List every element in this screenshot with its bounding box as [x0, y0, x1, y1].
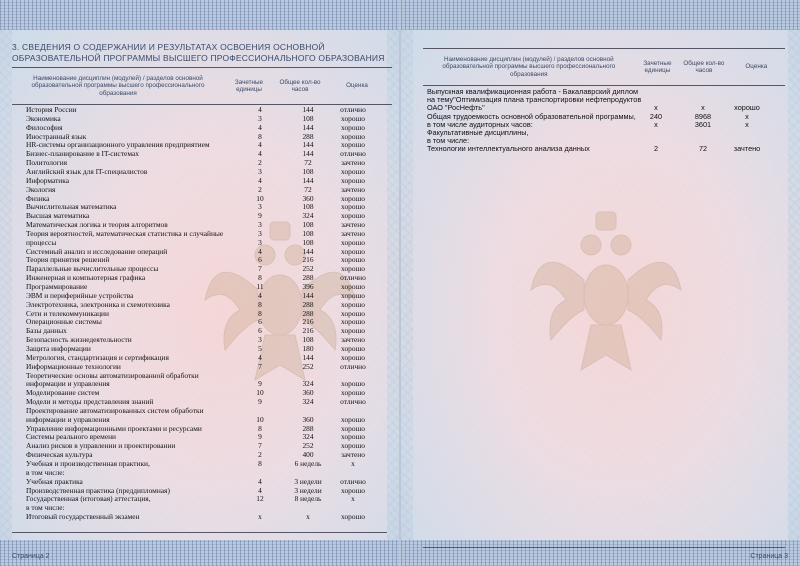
cell-grade: хорошо — [341, 166, 365, 176]
cell-name: Технологии интеллектуального анализа данных — [427, 144, 590, 154]
cell-hours: 400 — [302, 450, 314, 460]
header-grade: Оценка — [745, 63, 768, 71]
cell-hours: 216 — [302, 317, 314, 327]
table-row — [26, 220, 386, 229]
table-bottom-rule — [12, 532, 387, 533]
cell-name: Параллельные вычислительные процессы — [26, 264, 159, 274]
cell-hours: 144 — [302, 175, 314, 185]
cell-grade: зачтено — [341, 228, 365, 238]
cell-hours: 8968 — [694, 111, 712, 121]
cell-credits: 7 — [258, 264, 262, 274]
cell-credits: 8 — [258, 131, 262, 141]
cell-credits: 3 — [258, 220, 262, 230]
table-row — [26, 123, 386, 132]
cell-credits: 8 — [258, 308, 262, 318]
cell-grade: хорошо — [341, 317, 365, 327]
cell-name: информации и управления — [26, 414, 110, 424]
table-row — [26, 486, 386, 495]
cell-name: Электротехника, электроника и схемотехника — [26, 299, 170, 309]
cell-name: Сети и телекоммуникации — [26, 308, 109, 318]
table-row — [26, 202, 386, 211]
cell-grade: хорошо — [341, 343, 365, 353]
table-row — [26, 335, 386, 344]
table-row — [26, 388, 386, 397]
cell-name: Физика — [26, 193, 50, 203]
cell-grade: хорошо — [341, 308, 365, 318]
cell-credits: 4 — [258, 485, 262, 495]
cell-credits: 2 — [258, 184, 262, 194]
cell-name: в том числе: — [26, 467, 65, 477]
cell-grade: отлично — [340, 397, 366, 407]
header-hours: Общее кол-во часов — [279, 78, 321, 93]
table-row — [26, 415, 386, 424]
cell-hours: 180 — [302, 343, 314, 353]
header-hours: Общее кол-во часов — [683, 59, 725, 74]
cell-credits: 2 — [653, 144, 659, 154]
cell-name: в том числе: — [26, 503, 65, 513]
left-page — [0, 0, 399, 566]
cell-name: Защита информации — [26, 343, 91, 353]
cell-grade: хорошо — [341, 485, 365, 495]
cell-name: Теория вероятностей, математическая статистика и случайные — [26, 228, 224, 238]
cell-credits: 4 — [258, 352, 262, 362]
table-row — [26, 264, 386, 273]
cell-hours: 108 — [302, 202, 314, 212]
cell-name: Бизнес-планирование в IT-системах — [26, 149, 139, 159]
cell-name: Математическая логика и теория алгоритмов — [26, 220, 168, 230]
cell-hours: 324 — [302, 397, 314, 407]
table-row — [26, 140, 386, 149]
cell-name: процессы — [26, 237, 57, 247]
cell-grade: хорошо — [734, 103, 760, 113]
cell-name: ОАО "РосНефть" — [427, 103, 485, 113]
table-row — [26, 344, 386, 353]
cell-hours: 108 — [302, 166, 314, 176]
cell-credits: 9 — [258, 397, 262, 407]
cell-grade: х — [745, 119, 749, 129]
cell-credits: 10 — [256, 388, 264, 398]
table-row — [26, 477, 386, 486]
table-row — [26, 300, 386, 309]
cell-name: Политология — [26, 158, 68, 168]
cell-name: Анализ рисков в управлении и проектировании — [26, 441, 176, 451]
cell-credits: 4 — [258, 246, 262, 256]
table-row — [26, 371, 386, 380]
cell-hours: 3 недели — [294, 476, 322, 486]
table-bottom-rule — [423, 547, 785, 548]
cell-name: Системный анализ и исследование операций — [26, 246, 168, 256]
section-title: 3. СВЕДЕНИЯ О СОДЕРЖАНИИ И РЕЗУЛЬТАТАХ ОСВОЕНИЯ ОСНОВНОЙ ОБРАЗОВАТЕЛЬНОЙ ПРОГРАММЫ ВЫСШЕГО ПРОФЕССИОНАЛЬНОГО ОБРАЗОВАНИЯ — [12, 42, 385, 63]
coat-of-arms-icon — [521, 200, 691, 390]
cell-hours: 144 — [302, 140, 314, 150]
cell-credits: 8 — [258, 459, 262, 468]
cell-hours: 288 — [302, 423, 314, 433]
cell-hours: 360 — [302, 193, 314, 203]
cell-name: Базы данных — [26, 326, 67, 336]
cell-name: Физическая культура — [26, 450, 93, 460]
cell-hours: 288 — [302, 131, 314, 141]
cell-hours: 360 — [302, 414, 314, 424]
cell-grade: зачтено — [341, 335, 365, 345]
cell-credits: 8 — [258, 299, 262, 309]
cell-grade: хорошо — [341, 237, 365, 247]
cell-credits: 4 — [258, 175, 262, 185]
page-number: Страница 2 — [12, 553, 50, 560]
cell-name: Учебная практика — [26, 476, 83, 486]
cell-credits: 4 — [258, 122, 262, 132]
cell-name: Выпускная квалификационная работа - Бакалаврский диплом — [427, 87, 639, 96]
cell-hours: 108 — [302, 220, 314, 230]
cell-name: Моделирование систем — [26, 388, 100, 398]
cell-name: Теоретические основы автоматизированной обработки — [26, 370, 199, 380]
page-number: Страница 3 — [750, 553, 788, 560]
cell-credits: 5 — [258, 343, 262, 353]
cell-name: HR-системы организационного управления предприятием — [26, 140, 210, 150]
cell-name: Государственная (итоговая) аттестация, — [26, 494, 151, 504]
cell-name: Высшая математика — [26, 211, 90, 221]
cell-credits: 4 — [258, 476, 262, 486]
cell-hours: 3 недели — [294, 485, 322, 495]
cell-hours: 288 — [302, 273, 314, 283]
table-row — [26, 459, 386, 468]
cell-name: информации и управления — [26, 379, 110, 389]
table-row — [26, 273, 386, 282]
cell-credits: 9 — [258, 211, 262, 221]
guilloche-border-top — [401, 0, 800, 30]
table-row — [26, 167, 386, 176]
cell-hours: 288 — [302, 299, 314, 309]
table-row — [26, 441, 386, 450]
table-row — [26, 406, 386, 415]
cell-credits: 3 — [258, 202, 262, 212]
cell-name: Программирование — [26, 282, 88, 291]
cell-grade: хорошо — [341, 193, 365, 203]
cell-grade: отлично — [340, 476, 366, 486]
table-row — [26, 512, 386, 521]
cell-credits: 3 — [258, 113, 262, 123]
cell-grade: отлично — [340, 149, 366, 159]
cell-name: Философия — [26, 122, 63, 132]
cell-name: Системы реального времени — [26, 432, 117, 442]
cell-grade: зачтено — [341, 450, 365, 460]
cell-hours: 144 — [302, 246, 314, 256]
cell-grade: хорошо — [341, 290, 365, 300]
table-row — [26, 379, 386, 388]
cell-hours: 252 — [302, 264, 314, 274]
table-row — [26, 362, 386, 371]
cell-grade: зачтено — [341, 158, 365, 168]
table-header — [12, 67, 392, 105]
cell-name: Общая трудоемкость основной образовательной программы, — [427, 111, 636, 121]
table-row — [427, 145, 787, 153]
cell-hours: 108 — [302, 237, 314, 247]
cell-name: Инженерная и компьютерная графика — [26, 273, 146, 283]
table-row — [26, 247, 386, 256]
cell-hours: 216 — [302, 326, 314, 336]
cell-name: Управление информационными проектами и ресурсами — [26, 423, 202, 433]
cell-name: Информатика — [26, 175, 70, 185]
cell-credits: 2 — [258, 450, 262, 460]
cell-name: Экономика — [26, 113, 61, 123]
cell-name: Факультативные дисциплины, — [427, 128, 529, 137]
cell-grade: хорошо — [341, 282, 365, 291]
cell-name: Английский язык для IT-специалистов — [26, 166, 148, 176]
table-row — [26, 424, 386, 433]
table-row — [26, 494, 386, 503]
table-row — [26, 149, 386, 158]
cell-name: в том числе аудиторных часов: — [427, 119, 533, 129]
cell-grade: хорошо — [341, 299, 365, 309]
cell-credits: 4 — [258, 140, 262, 150]
header-name: Наименование дисциплин (модулей) / разделов основной образовательной программы высшего профессионального образования — [31, 74, 205, 97]
cell-hours: 144 — [302, 149, 314, 159]
table-row — [26, 282, 386, 291]
cell-credits: 11 — [256, 282, 264, 291]
cell-credits: 6 — [258, 326, 262, 336]
header-grade: Оценка — [346, 82, 368, 90]
cell-credits: 4 — [258, 105, 262, 114]
cell-grade: хорошо — [341, 264, 365, 274]
cell-credits: 4 — [258, 149, 262, 159]
cell-credits: 6 — [258, 317, 262, 327]
cell-credits: 8 — [258, 423, 262, 433]
cell-grade: хорошо — [341, 512, 365, 522]
cell-credits: 9 — [258, 379, 262, 389]
cell-name: Итоговый государственный экзамен — [26, 512, 140, 522]
cell-grade: х — [351, 494, 355, 504]
cell-grade: хорошо — [341, 326, 365, 336]
cell-grade: хорошо — [341, 140, 365, 150]
cell-credits: 3 — [258, 237, 262, 247]
cell-hours: 144 — [302, 122, 314, 132]
table-row — [26, 468, 386, 477]
cell-hours: 3601 — [694, 119, 712, 129]
table-row — [427, 129, 787, 137]
cell-credits: 6 — [258, 255, 262, 265]
cell-name: Метрология, стандартизация и сертификация — [26, 352, 169, 362]
cell-hours: 252 — [302, 441, 314, 451]
cell-hours: 396 — [302, 282, 314, 291]
cell-grade: хорошо — [341, 113, 365, 123]
cell-name: Экология — [26, 184, 56, 194]
cell-grade: хорошо — [341, 211, 365, 221]
cell-hours: 144 — [302, 352, 314, 362]
cell-hours: 324 — [302, 432, 314, 442]
cell-credits: 2 — [258, 158, 262, 168]
table-row — [26, 291, 386, 300]
cell-grade: хорошо — [341, 388, 365, 398]
cell-grade: хорошо — [341, 379, 365, 389]
table-row — [26, 397, 386, 406]
cell-hours: 144 — [302, 290, 314, 300]
cell-hours: 72 — [698, 144, 708, 154]
cell-credits: 9 — [258, 432, 262, 442]
cell-name: История России — [26, 105, 77, 114]
cell-hours: 108 — [302, 113, 314, 123]
cell-credits: 7 — [258, 361, 262, 371]
cell-name: Операционные системы — [26, 317, 102, 327]
cell-grade: хорошо — [341, 414, 365, 424]
table-row — [26, 432, 386, 441]
cell-hours: 108 — [302, 228, 314, 238]
cell-name: Иностранный язык — [26, 131, 87, 141]
cell-grade: отлично — [340, 105, 366, 114]
cell-name: в том числе: — [427, 136, 470, 146]
cell-name: Теория принятия решений — [26, 255, 110, 265]
right-page — [401, 0, 800, 566]
cell-hours: х — [701, 103, 705, 113]
cell-grade: хорошо — [341, 131, 365, 141]
cell-credits: 7 — [258, 441, 262, 451]
cell-grade: хорошо — [341, 122, 365, 132]
cell-credits: 3 — [258, 166, 262, 176]
table-row — [26, 326, 386, 335]
cell-name: Безопасность жизнедеятельности — [26, 335, 132, 345]
header-name: Наименование дисциплин (модулей) / разделов основной образовательной программы высшего профессионального образования — [442, 55, 616, 78]
cell-hours: 6 недель — [294, 459, 322, 468]
cell-name: Учебная и производственная практики, — [26, 459, 150, 468]
cell-hours: х — [306, 512, 310, 522]
guilloche-border-bottom — [0, 540, 399, 566]
table-row — [26, 238, 386, 247]
table-row — [26, 211, 386, 220]
table-header — [423, 48, 785, 86]
table-row — [26, 132, 386, 141]
cell-name: ЭВМ и периферийные устройства — [26, 290, 134, 300]
guilloche-border-top — [0, 0, 399, 30]
table-row — [26, 194, 386, 203]
cell-credits: 12 — [256, 494, 264, 504]
table-row — [26, 114, 386, 123]
table-row — [26, 450, 386, 459]
cell-credits: 10 — [256, 414, 264, 424]
cell-credits: 240 — [649, 111, 663, 121]
cell-hours: 216 — [302, 255, 314, 265]
cell-grade: зачтено — [733, 144, 761, 154]
cell-name: Проектирование автоматизированных систем обработки — [26, 405, 204, 415]
cell-credits: 3 — [258, 335, 262, 345]
cell-grade: зачтено — [341, 220, 365, 230]
courses-table — [26, 105, 386, 530]
cell-hours: 72 — [304, 158, 312, 168]
cell-grade: хорошо — [341, 175, 365, 185]
table-row — [26, 229, 386, 238]
table-row — [26, 176, 386, 185]
cell-grade: хорошо — [341, 441, 365, 451]
cell-name: Модели и методы представления знаний — [26, 397, 154, 407]
cell-credits: х — [258, 512, 262, 522]
header-credits: Зачетные единицы — [234, 78, 264, 93]
cell-credits: 8 — [258, 273, 262, 283]
table-row — [26, 158, 386, 167]
cell-grade: хорошо — [341, 352, 365, 362]
table-row — [26, 105, 386, 114]
table-row — [26, 317, 386, 326]
final-table — [427, 88, 787, 168]
cell-grade: х — [745, 111, 749, 121]
cell-grade: хорошо — [341, 202, 365, 212]
cell-hours: 8 недель — [294, 494, 322, 504]
cell-grade: х — [351, 459, 355, 468]
cell-name: Вычислительная математика — [26, 202, 117, 212]
cell-grade: отлично — [340, 273, 366, 283]
header-credits: Зачетные единицы — [643, 59, 672, 74]
cell-credits: 10 — [256, 193, 264, 203]
cell-credits: 3 — [258, 228, 262, 238]
cell-name: на тему"Оптимизация плана транспортировки нефтепродуктов — [427, 95, 642, 105]
cell-grade: хорошо — [341, 246, 365, 256]
cell-grade: зачтено — [341, 184, 365, 194]
cell-hours: 288 — [302, 308, 314, 318]
cell-credits: х — [654, 119, 658, 129]
table-row — [26, 353, 386, 362]
cell-credits: 4 — [258, 290, 262, 300]
table-row — [26, 185, 386, 194]
cell-hours: 72 — [304, 184, 312, 194]
cell-hours: 252 — [302, 361, 314, 371]
table-row — [26, 255, 386, 264]
cell-name: Информационные технологии — [26, 361, 121, 371]
cell-hours: 324 — [302, 211, 314, 221]
cell-credits: х — [654, 103, 658, 113]
cell-name: Производственная практика (преддипломная) — [26, 485, 170, 495]
cell-grade: хорошо — [341, 432, 365, 442]
cell-grade: хорошо — [341, 255, 365, 265]
cell-hours: 324 — [302, 379, 314, 389]
cell-hours: 360 — [302, 388, 314, 398]
guilloche-border-bottom — [401, 540, 800, 566]
cell-hours: 144 — [302, 105, 314, 114]
cell-hours: 108 — [302, 335, 314, 345]
table-row — [26, 309, 386, 318]
table-row — [26, 503, 386, 512]
cell-grade: отлично — [340, 361, 366, 371]
cell-grade: хорошо — [341, 423, 365, 433]
